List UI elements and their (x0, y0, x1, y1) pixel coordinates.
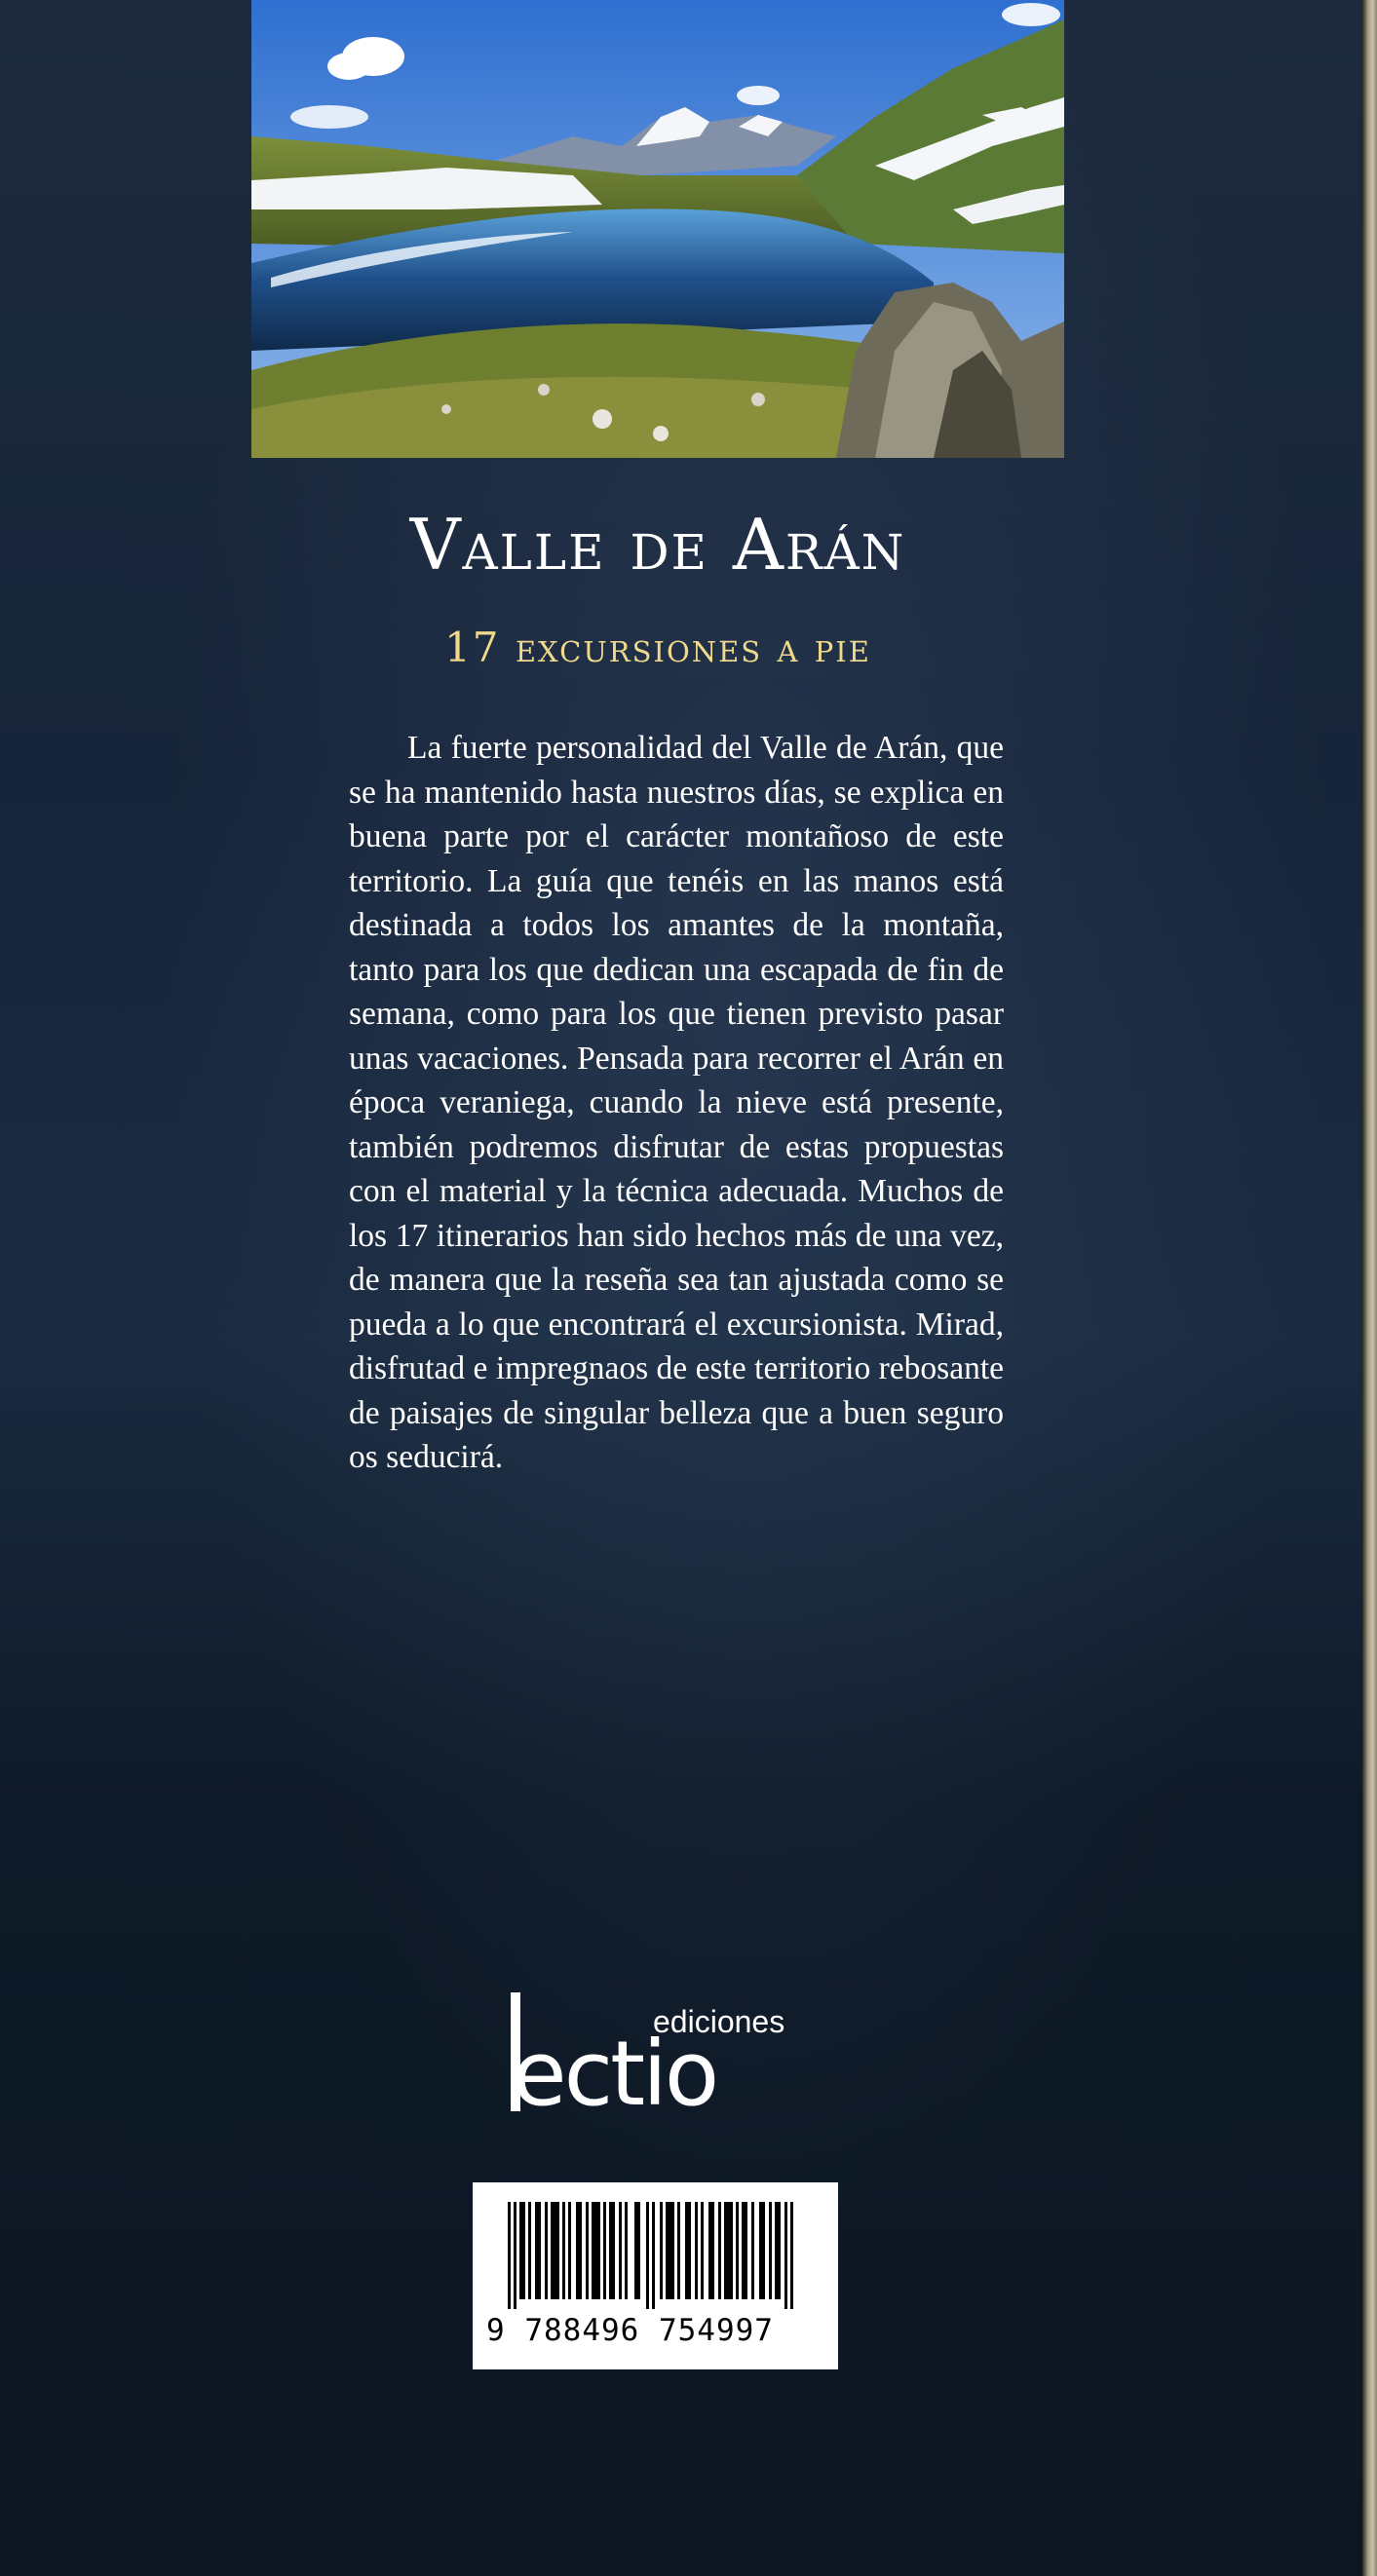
landscape-illustration (251, 0, 1064, 458)
mountain-lake-photo (251, 0, 1064, 458)
isbn-barcode (473, 2182, 838, 2369)
isbn-number: 9 788496 754997 (486, 2313, 774, 2348)
book-subtitle: 17 excursiones a pie (444, 624, 871, 671)
publisher-logo (497, 1983, 809, 2129)
publisher-small-text: ediciones (653, 2004, 785, 2039)
barcode-bars-icon (508, 2202, 800, 2309)
publisher-large-text: ectio (512, 2022, 717, 2126)
book-spine-edge (1362, 0, 1377, 2576)
book-description: La fuerte personalidad del Valle de Arán, que se ha mantenido hasta nuestros días, se explica en buena parte por el carácter montañoso de este territorio. La guía que tenéis en las manos está destinada a todos los amantes de la montaña, tanto para los que dedican una escapada de fin de semana, como para los que tienen previsto pasar unas vacaciones. Pensada para recorrer el Arán en época veraniega, cuando la nieve está presente, también podremos disfrutar de estas propuestas con el material y la técnica adecuada. Muchos de los 17 itinerarios han sido hechos más de una vez, de manera que la reseña sea tan ajustada como se pueda a lo que encontrará el excursionista. Mirad, disfrutad e impregnaos de este territorio rebosante de paisajes de singular belleza que a buen seguro os seducirá. (349, 730, 1004, 1475)
book-title: Valle de Arán (409, 504, 906, 586)
